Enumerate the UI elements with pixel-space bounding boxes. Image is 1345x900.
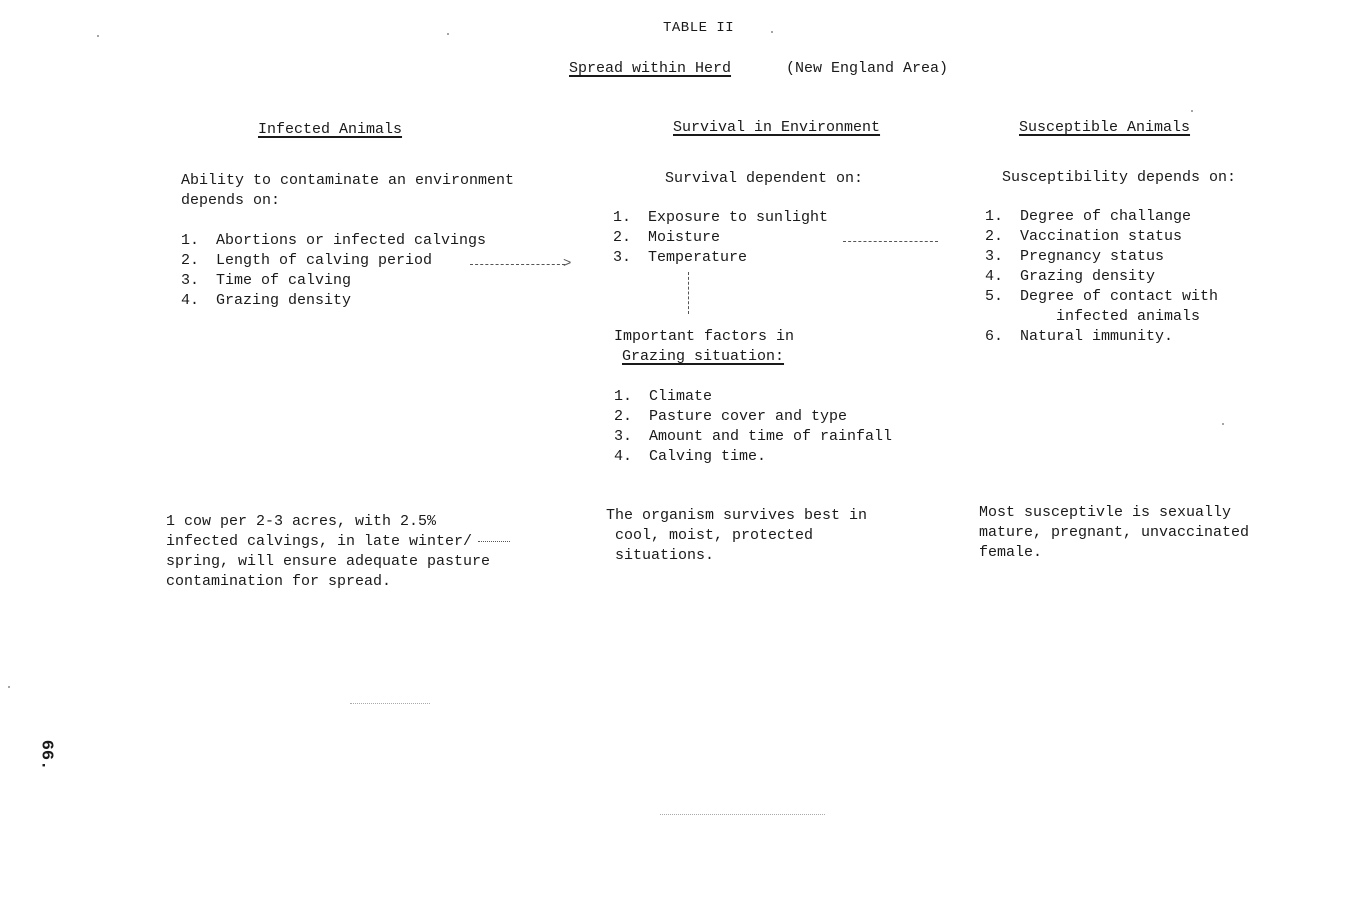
scan-speck [1222,423,1224,425]
list-item: 4. Grazing density [985,268,1156,285]
list-item: 2. Length of calving period [181,252,433,269]
region-label: (New England Area) [786,60,949,77]
list-item: 1. Climate [614,388,713,405]
page-number: 66. [36,739,56,771]
list-item: 3. Pregnancy status [985,248,1165,265]
infected-note: 1 cow per 2-3 acres, with 2.5% infected calvings, in late winter/ spring, will ensure adequate pasture contamination for spread. [166,513,491,590]
list-item: 2. Vaccination status [985,228,1183,245]
survival-intro: Survival dependent on: [665,170,864,187]
susceptible-factors-list [985,207,1218,347]
scan-speck [97,35,99,37]
infected-factors-list [181,231,486,311]
list-item: 5. Degree of contact with [985,288,1219,305]
column-heading-susceptible-animals: Susceptible Animals [1019,119,1191,136]
survival-note: The organism survives best in cool, moist, protected situations. [606,507,868,564]
list-item: 3. Amount and time of rainfall [614,428,893,445]
susceptible-intro: Susceptibility depends on: [1002,169,1237,186]
scan-artifact [660,814,825,815]
infected-intro-line-1: Ability to contaminate an environment [181,172,515,189]
list-item: 3. Time of calving [181,272,352,289]
connector-line-infected-to-survival [470,264,565,265]
scan-artifact [350,703,430,704]
scan-speck [8,686,10,688]
list-item: 4. Grazing density [181,292,352,309]
connector-line-vertical [688,272,689,314]
list-item: infected animals [1020,308,1201,325]
table-label: TABLE II [663,20,735,36]
scan-speck [771,31,773,33]
grazing-subheading-line-2: Grazing situation: [622,348,785,365]
list-item: 2. Moisture [613,229,721,246]
grazing-subheading-line-1: Important factors in [614,328,795,345]
list-item: 1. Exposure to sunlight [613,209,829,226]
column-heading-survival-in-environment: Survival in Environment [673,119,881,136]
note-trailing-dash [478,541,510,542]
list-item: 3. Temperature [613,249,748,266]
column-heading-infected-animals: Infected Animals [258,121,403,138]
list-item: 1. Degree of challange [985,208,1192,225]
scan-speck [1191,110,1193,112]
scan-speck [447,33,449,35]
grazing-factors-list [614,387,892,467]
connector-line-survival-to-susceptible [843,241,938,242]
susceptible-note: Most susceptivle is sexually mature, pregnant, unvaccinated female. [979,504,1250,561]
list-item: 6. Natural immunity. [985,328,1174,345]
infected-intro-line-2: depends on: [181,192,281,209]
arrow-right-icon: > [563,256,572,272]
list-item: 2. Pasture cover and type [614,408,848,425]
list-item: 4. Calving time. [614,448,767,465]
table-subtitle: Spread within Herd [569,60,732,77]
list-item: 1. Abortions or infected calvings [181,232,487,249]
survival-factors-list [613,208,828,268]
